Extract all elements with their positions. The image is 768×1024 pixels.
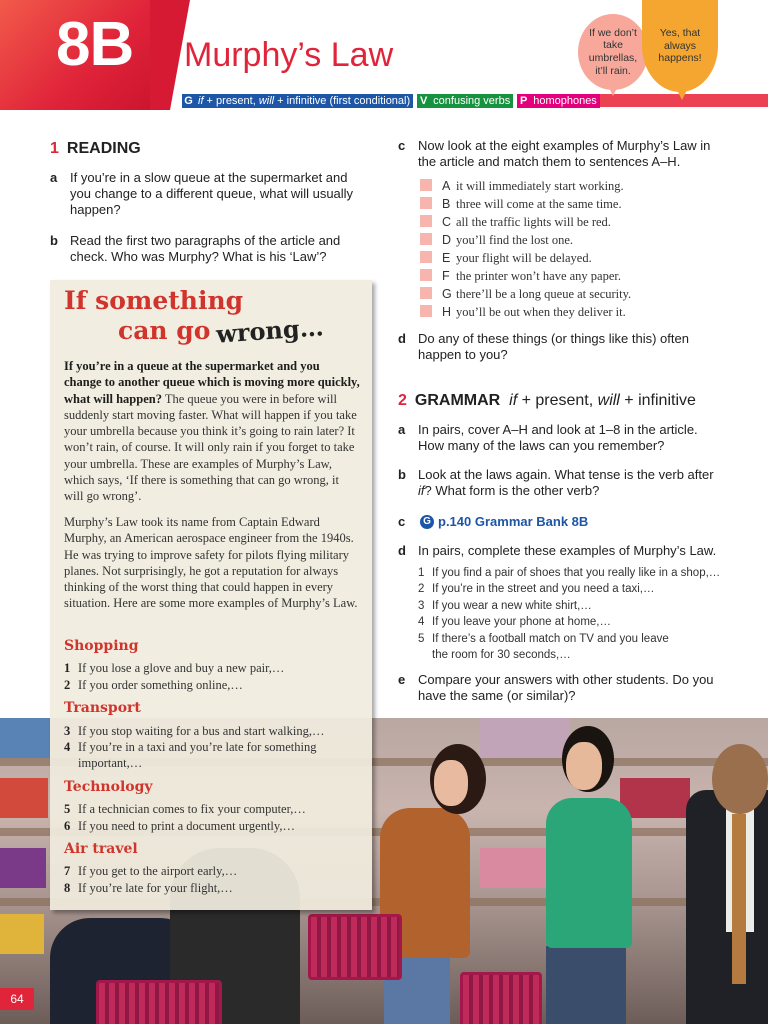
- pronunciation-tag-letter: P: [517, 94, 530, 108]
- article-example: [64, 660, 364, 676]
- question-letter: b: [398, 467, 406, 482]
- grammar-subtitle-end: + infinitive: [619, 392, 696, 409]
- answer-box[interactable]: [420, 269, 432, 281]
- answer-box[interactable]: [420, 233, 432, 245]
- category-air-travel: Air travel: [64, 841, 138, 857]
- vocabulary-tag-label: confusing verbs: [433, 95, 511, 107]
- reading-title: READING: [66, 140, 141, 157]
- example-number: 6: [64, 819, 71, 833]
- match-letter: E: [442, 251, 451, 265]
- answer-box[interactable]: [420, 287, 432, 299]
- question-text: Now look at the eight examples of Murphy’s Law in the article and match them to sentences A–H.: [418, 138, 711, 169]
- grammar-subtitle-mid: + present,: [517, 392, 598, 409]
- grammar-heading: [398, 392, 696, 410]
- example-number: 7: [64, 864, 71, 878]
- article-title-line2: [118, 312, 325, 349]
- grammar-bank-link[interactable]: [420, 514, 588, 529]
- question-text: Do any of these things (or things like this) often happen to you?: [418, 331, 689, 362]
- vocabulary-tag: [417, 94, 513, 108]
- grammar-subtitle: [505, 392, 696, 409]
- article-example: [64, 863, 364, 879]
- page-header: [0, 0, 768, 110]
- example-text: If you order something online,…: [78, 678, 243, 692]
- unit-title: Murphy’s Law: [184, 36, 394, 74]
- example-number: 5: [64, 802, 71, 816]
- match-letter: D: [442, 233, 452, 247]
- match-text: you’ll be out when they deliver it.: [456, 305, 626, 319]
- man-face: [566, 742, 602, 790]
- product-shelf-items: [0, 778, 48, 818]
- grammar-question-b: [398, 467, 728, 501]
- product-shelf-items: [0, 848, 46, 888]
- article-paragraph-2: Murphy’s Law took its name from Captain Edward Murphy, an American aerospace engineer from the 1940s. He was trying to improve safety for pilots flying military planes. Not surprisingly, he got a reputation for always thinking of the worst thing that could happen in every situation. Here are some more examples of Murphy’s Law.: [64, 515, 358, 611]
- example-text: If you need to print a document urgently,…: [78, 819, 295, 833]
- question-text-part: Look at the laws again. What tense is the verb after: [418, 467, 714, 482]
- question-letter: c: [398, 514, 406, 529]
- example-text: If you wear a new white shirt,…: [432, 600, 592, 612]
- match-text: three will come at the same time.: [456, 197, 622, 211]
- businessman-tie: [732, 814, 746, 984]
- speech-bubble-right-text: Yes, that always happens!: [658, 27, 702, 65]
- question-letter: d: [398, 543, 406, 558]
- match-text: you’ll find the lost one.: [456, 233, 573, 247]
- shopping-basket: [460, 972, 542, 1024]
- example-number: 4: [64, 740, 71, 754]
- pronunciation-tag-label: homophones: [533, 95, 597, 107]
- grammar-example: [418, 614, 611, 630]
- article-paragraph-1-body: The queue you were in before will suddenly start moving faster. What will happen if you take your umbrella because you think it’s going to rain later? It won’t rain, of course. It will only rain if you forget to take your umbrella. These are examples of Murphy’s Law, which says, ‘If there is something that can go wrong, it will go wrong’.: [64, 391, 357, 504]
- grammar-subtitle-will: will: [597, 392, 620, 409]
- answer-box[interactable]: [420, 197, 432, 209]
- example-text-continued: the room for 30 seconds,…: [432, 649, 571, 661]
- woman-face: [434, 760, 468, 806]
- question-text: Read the first two paragraphs of the article and check. Who was Murphy? What is his ‘Law’?: [70, 233, 341, 264]
- reading-question-a: [50, 170, 370, 220]
- grammar-example: [418, 598, 592, 614]
- match-letter: C: [442, 215, 452, 229]
- grammar-question-e: [398, 672, 728, 706]
- product-shelf-items: [0, 914, 44, 954]
- example-text: If you’re late for your flight,…: [78, 881, 233, 895]
- question-text: Compare your answers with other students. Do you have the same (or similar)?: [418, 672, 714, 703]
- article-example: [64, 677, 364, 693]
- unit-number: 8B: [56, 10, 134, 79]
- example-text: If you stop waiting for a bus and start walking,…: [78, 724, 325, 738]
- article-paragraph-1: [64, 358, 360, 505]
- answer-box[interactable]: [420, 179, 432, 191]
- match-item: [420, 195, 622, 213]
- example-text: If you leave your phone at home,…: [432, 616, 611, 628]
- reading-question-c: [398, 138, 728, 172]
- article-example: [64, 818, 364, 834]
- example-text: If you find a pair of shoes that you really like in a shop,…: [432, 567, 721, 579]
- speech-bubble-right: [642, 0, 718, 92]
- example-number: 8: [64, 881, 71, 895]
- question-text: In pairs, cover A–H and look at 1–8 in the article. How many of the laws can you remember?: [418, 422, 698, 453]
- match-item: [420, 177, 624, 195]
- reading-question-b: [50, 233, 370, 267]
- grammar-question-c: [398, 514, 418, 530]
- product-shelf-items: [480, 718, 570, 758]
- page-number: 64: [0, 988, 34, 1010]
- match-text: there’ll be a long queue at security.: [456, 287, 632, 301]
- match-letter: A: [442, 179, 451, 193]
- article-example: [64, 739, 364, 771]
- man-green-tshirt: [546, 798, 632, 948]
- question-text: If you’re in a slow queue at the supermarket and you change to a different queue, what will usually happen?: [70, 170, 354, 217]
- speech-bubble-left: [578, 14, 648, 90]
- grammar-example: [418, 631, 669, 663]
- example-text: If you’re in a taxi and you’re late for something: [78, 740, 317, 754]
- product-shelf-items: [0, 718, 50, 758]
- man-jeans: [546, 946, 626, 1024]
- grammar-tag-letter: G: [182, 94, 195, 108]
- grammar-bank-icon: G: [420, 515, 434, 529]
- example-number: 1: [418, 567, 425, 579]
- match-text: it will immediately start working.: [456, 179, 624, 193]
- match-letter: B: [442, 197, 451, 211]
- grammar-question-a: [398, 422, 728, 456]
- example-text-continued: important,…: [78, 756, 143, 770]
- match-letter: F: [442, 269, 450, 283]
- product-shelf-items: [480, 848, 550, 888]
- reading-number: 1: [50, 140, 59, 157]
- example-number: 2: [64, 678, 71, 692]
- example-number: 5: [418, 633, 425, 645]
- grammar-tag-label: if + present, will + infinitive (first conditional): [198, 95, 411, 107]
- example-text: If there’s a football match on TV and you leave: [432, 633, 669, 645]
- question-letter: d: [398, 331, 406, 346]
- question-letter: b: [50, 233, 58, 248]
- question-letter: a: [50, 170, 58, 185]
- businessman-head: [712, 744, 768, 814]
- example-number: 1: [64, 661, 71, 675]
- match-text: your flight will be delayed.: [456, 251, 592, 265]
- match-item: [420, 231, 573, 249]
- example-text: If you get to the airport early,…: [78, 864, 238, 878]
- product-shelf-items: [620, 778, 690, 818]
- match-item: [420, 213, 611, 231]
- match-item: [420, 285, 631, 303]
- grammar-example: [418, 581, 654, 597]
- match-letter: G: [442, 287, 452, 301]
- category-shopping: Shopping: [64, 638, 139, 654]
- grammar-subtitle-if: if: [509, 392, 518, 409]
- article-title-can-go: can go: [118, 316, 211, 345]
- grammar-tag: [182, 94, 413, 108]
- vocabulary-tag-letter: V: [417, 94, 430, 108]
- example-text: If you’re in the street and you need a taxi,…: [432, 583, 655, 595]
- example-number: 4: [418, 616, 425, 628]
- match-text: the printer won’t have any paper.: [456, 269, 621, 283]
- grammar-example: [418, 565, 720, 581]
- match-item: [420, 303, 626, 321]
- example-text: If you lose a glove and buy a new pair,…: [78, 661, 285, 675]
- shopping-basket: [96, 980, 222, 1024]
- grammar-number: 2: [398, 392, 407, 409]
- question-text-if: if: [418, 483, 425, 498]
- answer-box[interactable]: [420, 305, 432, 317]
- question-text: In pairs, complete these examples of Murphy’s Law.: [418, 543, 717, 558]
- article-panel: [50, 280, 372, 910]
- reading-heading: [50, 140, 141, 158]
- reading-question-d: [398, 331, 728, 365]
- question-letter: e: [398, 672, 406, 687]
- article-title-line1: If something: [64, 286, 244, 315]
- grammar-question-d: [398, 543, 738, 559]
- article-lead: If you’re in a queue at the supermarket and you change to another queue which is moving more quickly, what will happen?: [64, 359, 360, 406]
- category-transport: Transport: [64, 700, 141, 716]
- match-letter: H: [442, 305, 452, 319]
- article-example: [64, 801, 364, 817]
- example-number: 2: [418, 583, 425, 595]
- question-text-part: ? What form is the other verb?: [424, 483, 600, 498]
- speech-bubble-left-text: If we don’t take umbrellas, it’ll rain.: [588, 26, 638, 77]
- article-title-wrong: wrong…: [215, 312, 325, 349]
- article-example: [64, 880, 364, 896]
- question-letter: a: [398, 422, 406, 437]
- example-number: 3: [418, 600, 425, 612]
- example-text: If a technician comes to fix your computer,…: [78, 802, 306, 816]
- example-number: 3: [64, 724, 71, 738]
- category-technology: Technology: [64, 779, 153, 795]
- article-example: [64, 723, 364, 739]
- grammar-title: GRAMMAR: [414, 392, 501, 409]
- question-letter: c: [398, 138, 406, 153]
- shopping-basket: [308, 914, 402, 980]
- match-item: [420, 267, 621, 285]
- question-text: [418, 467, 718, 499]
- match-text: all the traffic lights will be red.: [456, 215, 611, 229]
- lesson-tags: [182, 94, 600, 108]
- grammar-bank-label: p.140 Grammar Bank 8B: [438, 514, 589, 529]
- pronunciation-tag: [517, 94, 600, 108]
- answer-box[interactable]: [420, 251, 432, 263]
- match-item: [420, 249, 592, 267]
- answer-box[interactable]: [420, 215, 432, 227]
